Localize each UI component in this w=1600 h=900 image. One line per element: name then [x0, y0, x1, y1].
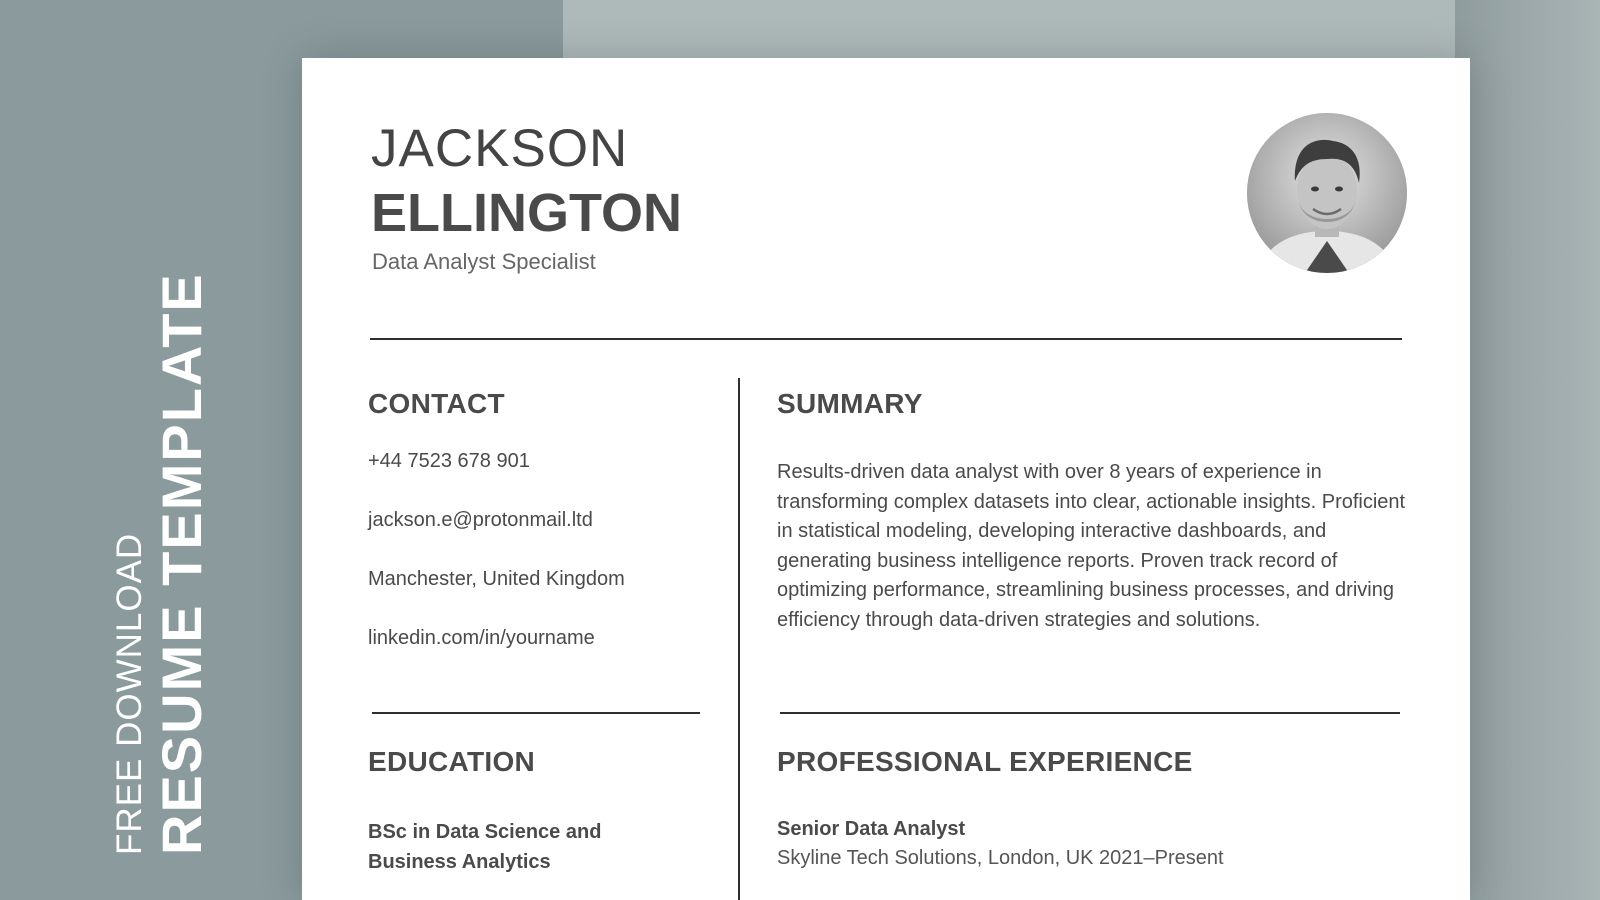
resume-page — [302, 58, 1470, 900]
experience-company: Skyline Tech Solutions, London, UK 2021–Present — [777, 847, 1224, 869]
summary-divider — [780, 712, 1400, 714]
column-divider — [738, 378, 740, 900]
summary-text: Results-driven data analyst with over 8 years of experience in transforming complex datasets into clear, actionable insights. Proficient in statistical modeling, developing interactive dashboards, and generating business intelligence reports. Proven track record of optimizing performance, streamlining business processes, and driving efficiency through data-driven strategies and solutions. — [777, 461, 1406, 631]
contact-email: jackson.e@protonmail.ltd — [368, 509, 593, 531]
right-background-shade — [1455, 0, 1600, 900]
contact-phone: +44 7523 678 901 — [368, 450, 530, 472]
last-name: ELLINGTON — [371, 183, 683, 243]
contact-divider — [372, 712, 700, 714]
summary-heading: SUMMARY — [777, 388, 923, 419]
side-banner — [108, 272, 212, 855]
header-divider — [370, 338, 1402, 340]
contact-heading: CONTACT — [368, 388, 505, 419]
experience-heading: PROFESSIONAL EXPERIENCE — [777, 746, 1193, 777]
side-banner-line1: FREE DOWNLOAD — [110, 532, 149, 855]
person-portrait-icon — [1247, 113, 1407, 273]
profile-photo — [1247, 113, 1407, 273]
experience-role: Senior Data Analyst — [777, 818, 966, 840]
education-degree: BSc in Data Science and Business Analytics — [368, 821, 602, 873]
education-heading: EDUCATION — [368, 746, 536, 777]
job-title: Data Analyst Specialist — [372, 249, 596, 274]
first-name: JACKSON — [371, 119, 629, 178]
contact-linkedin: linkedin.com/in/yourname — [368, 627, 595, 649]
side-banner-line2: RESUME TEMPLATE — [150, 272, 213, 855]
contact-location: Manchester, United Kingdom — [368, 568, 625, 590]
